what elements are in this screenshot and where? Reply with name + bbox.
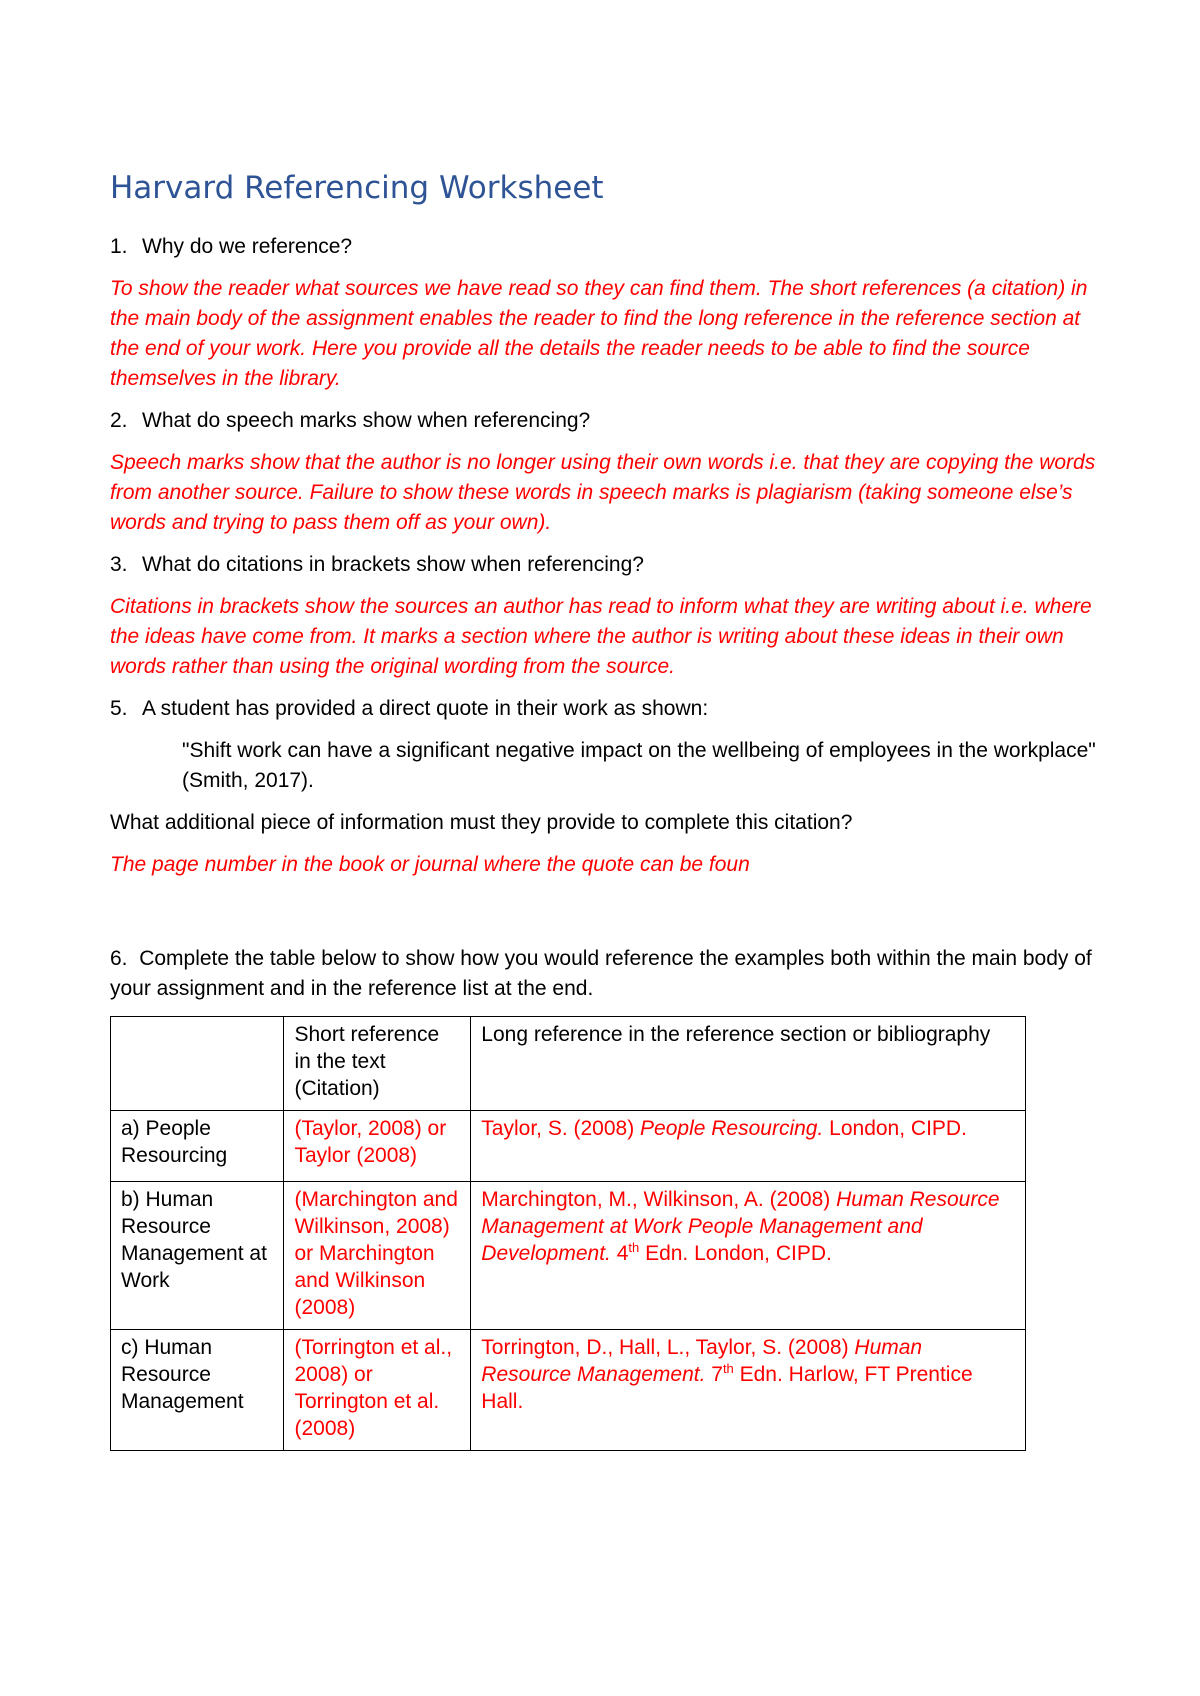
answer-3: Citations in brackets show the sources an author has read to inform what they are writing about i.e. where the ideas have come from. It marks a section where the author is writing about these ideas in their own words rather than using the original wording from the source. — [110, 595, 1092, 678]
ref-title: Human Resource Management. — [481, 1336, 923, 1386]
row-long-reference — [471, 1182, 1026, 1330]
answer-1: To show the reader what sources we have read so they can find them. The short references (a citation) in the main body of the assignment enables the reader to find the long reference in the reference section at the end of your work. Here you provide all the details the reader needs to be able to find the source themselves in the library. — [110, 277, 1088, 390]
table-row — [111, 1182, 1026, 1330]
question-text: What do citations in brackets show when referencing? — [142, 553, 644, 576]
question-3 — [110, 550, 1100, 580]
ref-title: Human Resource Management at Work People Management and Development. — [481, 1188, 1000, 1265]
header-cell-citation: Short reference in the text (Citation) — [284, 1017, 471, 1111]
ref-edition: 4 — [610, 1242, 629, 1265]
table-row — [111, 1111, 1026, 1182]
question-number: 2. — [110, 409, 128, 432]
answer-5: The page number in the book or journal where the quote can be foun — [110, 853, 750, 876]
question-1 — [110, 232, 1100, 262]
page-title: Harvard Referencing Worksheet — [110, 170, 604, 206]
question-number: 1. — [110, 235, 128, 258]
row-citation: (Marchington and Wilkinson, 2008) or Marchington and Wilkinson (2008) — [284, 1182, 471, 1330]
question-number: 3. — [110, 553, 128, 576]
ref-edition-suffix: th — [722, 1361, 734, 1376]
answer-2: Speech marks show that the author is no longer using their own words i.e. that they are copying the words from another source. Failure to show these words in speech marks is plagiarism (taking someone else’s words and trying to pass them off as your own). — [110, 451, 1096, 534]
row-long-reference — [471, 1330, 1026, 1451]
ref-authors: Taylor, S. (2008) — [481, 1117, 641, 1140]
ref-edition: 7 — [705, 1363, 723, 1386]
question-text: What do speech marks show when referencing? — [142, 409, 591, 432]
question-text: Why do we reference? — [142, 235, 353, 258]
row-label: b) Human Resource Management at Work — [111, 1182, 284, 1330]
question-number: 6. — [110, 947, 128, 970]
table-row — [111, 1330, 1026, 1451]
ref-publisher: Edn. Harlow, FT Prentice Hall. — [481, 1363, 973, 1413]
ref-publisher: London, CIPD. — [823, 1117, 967, 1140]
question-5-followup: What additional piece of information must they provide to complete this citation? — [110, 811, 853, 834]
ref-authors: Torrington, D., Hall, L., Taylor, S. (2008) — [481, 1336, 855, 1359]
question-number: 5. — [110, 697, 128, 720]
question-text: A student has provided a direct quote in their work as shown: — [142, 697, 709, 720]
row-label: a) People Resourcing — [111, 1111, 284, 1182]
direct-quote: "Shift work can have a significant negative impact on the wellbeing of employees in the workplace" (Smith, 2017). — [182, 739, 1096, 792]
worksheet-page — [110, 168, 1100, 1451]
row-citation: (Torrington et al., 2008) or Torrington et al. (2008) — [284, 1330, 471, 1451]
ref-publisher: Edn. London, CIPD. — [639, 1242, 832, 1265]
question-5 — [110, 694, 1100, 724]
row-long-reference — [471, 1111, 1026, 1182]
ref-authors: Marchington, M., Wilkinson, A. (2008) — [481, 1188, 837, 1211]
question-text: Complete the table below to show how you would reference the examples both within the main body of your assignment and in the reference list at the end. — [110, 947, 1092, 1000]
header-cell-long-reference: Long reference in the reference section or bibliography — [471, 1017, 1026, 1111]
ref-edition-suffix: th — [628, 1240, 640, 1255]
reference-table — [110, 1016, 1026, 1451]
row-citation: (Taylor, 2008) or Taylor (2008) — [284, 1111, 471, 1182]
row-label: c) Human Resource Management — [111, 1330, 284, 1451]
table-header-row — [111, 1017, 1026, 1111]
question-6 — [110, 944, 1100, 1004]
ref-title: People Resourcing. — [640, 1117, 824, 1140]
question-2 — [110, 406, 1100, 436]
header-cell-blank — [111, 1017, 284, 1111]
